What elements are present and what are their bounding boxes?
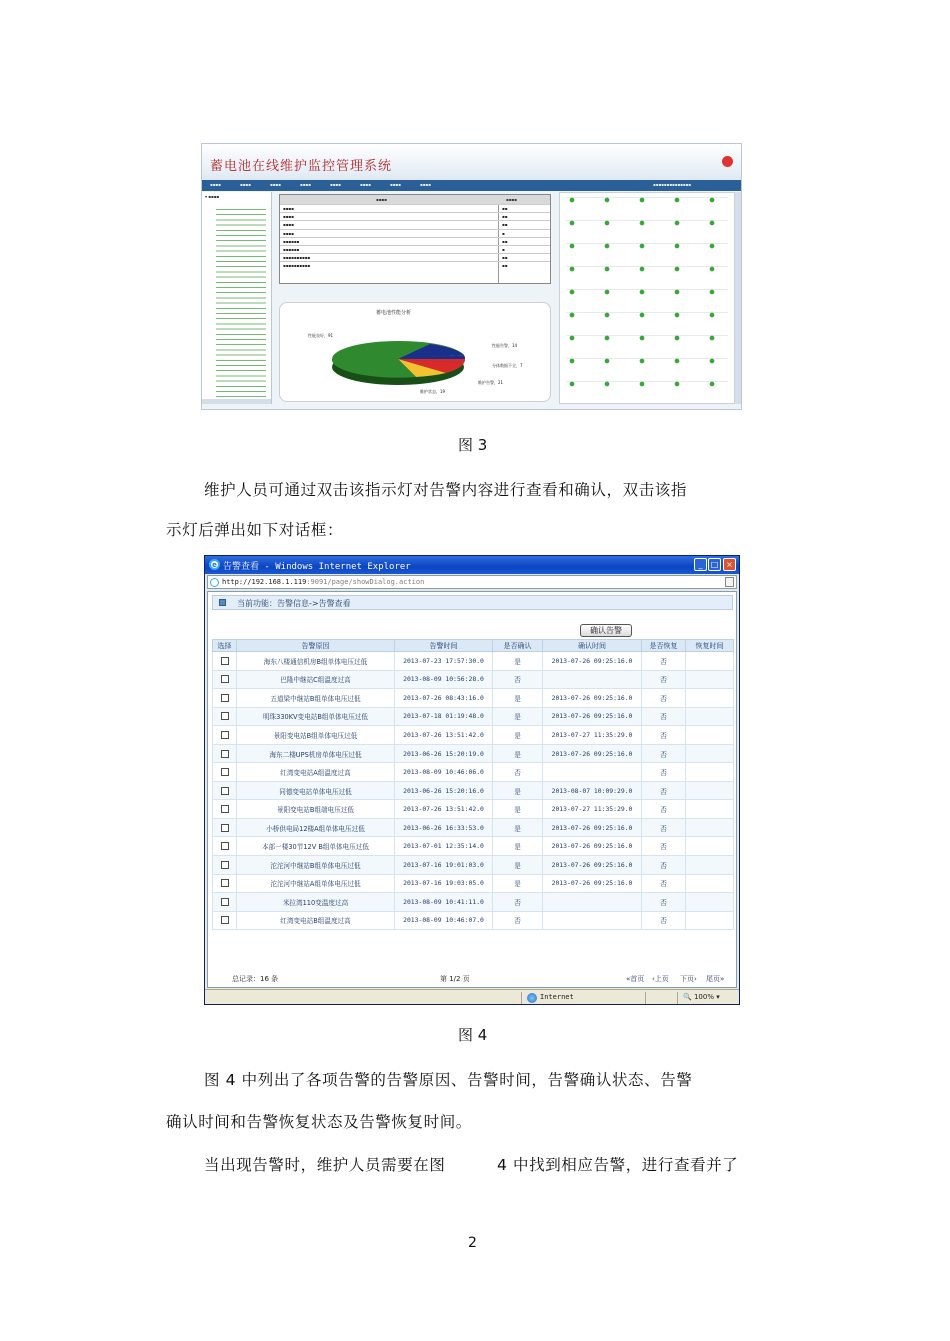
pie-label: 性能良好，91	[308, 333, 334, 338]
row-checkbox[interactable]	[221, 750, 229, 758]
row-select-cell	[213, 781, 237, 800]
alarm-time: 2013-08-09 10:56:28.0	[395, 670, 493, 689]
zoom-level[interactable]: 🔍 100% ▾	[683, 993, 720, 1001]
table-row	[213, 652, 734, 671]
alarm-reason: 海东八楼通信机房B组单体电压过低	[237, 652, 395, 671]
recover-time	[686, 800, 734, 819]
table-row: ▪▪▪▪▪▪ ▪	[280, 245, 550, 253]
alarm-time: 2013-08-09 10:46:06.0	[395, 763, 493, 782]
menu-item: ▪▪▪▪	[240, 182, 251, 187]
dialog-content	[207, 591, 737, 988]
maximize-icon[interactable]: □	[708, 558, 721, 571]
alarm-reason: 红湾变电站A组温度过高	[237, 763, 395, 782]
figure-4-caption: 图 4	[458, 1026, 488, 1044]
row-select-cell	[213, 670, 237, 689]
recover-time	[686, 781, 734, 800]
row-select-cell	[213, 744, 237, 763]
column-header-select: 选择	[213, 640, 237, 652]
figure-3-caption: 图 3	[458, 436, 488, 454]
column-header-recover-time: 恢复时间	[686, 640, 734, 652]
row-select-cell	[213, 818, 237, 837]
alarm-reason: 本部一楼30节12V B组单体电压过低	[237, 837, 395, 856]
confirmed-status: 是	[493, 726, 543, 745]
row-checkbox[interactable]	[221, 916, 229, 924]
alarm-reason: 沱沱河中继站A组单体电压过低	[237, 874, 395, 893]
recover-time	[686, 893, 734, 912]
column-header-reason: 告警原因	[237, 640, 395, 652]
recovered-status: 否	[642, 856, 686, 875]
row-checkbox[interactable]	[221, 787, 229, 795]
alarm-time: 2013-07-26 13:51:42.0	[395, 726, 493, 745]
table-row	[213, 726, 734, 745]
row-checkbox[interactable]	[221, 861, 229, 869]
confirm-time: 2013-07-26 09:25:16.0	[543, 818, 642, 837]
alarm-reason: 景阳变电站B组单体电压过低	[237, 726, 395, 745]
recover-time	[686, 744, 734, 763]
alarm-time: 2013-06-26 15:20:19.0	[395, 744, 493, 763]
confirm-time: 2013-07-26 09:25:16.0	[543, 837, 642, 856]
alarm-table-header	[213, 640, 734, 652]
paragraph-2-line-2: 确认时间和告警恢复状态及告警恢复时间。	[166, 1113, 472, 1131]
recover-time	[686, 911, 734, 930]
recovered-status: 否	[642, 652, 686, 671]
alarm-time: 2013-07-18 01:19:48.0	[395, 707, 493, 726]
row-select-cell	[213, 856, 237, 875]
table-row	[213, 744, 734, 763]
recover-time	[686, 707, 734, 726]
table-row: ▪▪▪▪▪▪▪▪▪▪ ▪▪	[280, 261, 550, 269]
table-row	[213, 893, 734, 912]
row-select-cell	[213, 763, 237, 782]
confirmed-status: 是	[493, 744, 543, 763]
confirmed-status: 否	[493, 670, 543, 689]
window-title: 告警查看 - Windows Internet Explorer	[223, 562, 411, 572]
pie-chart	[280, 303, 552, 403]
next-page-link[interactable]: 下页›	[680, 975, 697, 983]
recovered-status: 否	[642, 763, 686, 782]
recovered-status: 否	[642, 781, 686, 800]
tree-items	[216, 206, 266, 402]
first-page-link[interactable]: «首页	[626, 975, 645, 983]
alarm-reason: 景阳变电站B组端电压过低	[237, 800, 395, 819]
alarm-time: 2013-07-23 17:57:30.0	[395, 652, 493, 671]
confirm-time: 2013-07-26 09:25:16.0	[543, 744, 642, 763]
recovered-status: 否	[642, 744, 686, 763]
paragraph-1-line-2: 示灯后弹出如下对话框：	[166, 521, 344, 539]
table-row	[213, 781, 734, 800]
recover-time	[686, 670, 734, 689]
table-row	[213, 763, 734, 782]
confirmed-status: 否	[493, 911, 543, 930]
alarm-reason: 小桥供电局12楼A组单体电压过低	[237, 818, 395, 837]
confirm-time: 2013-07-26 09:25:16.0	[543, 652, 642, 671]
alarm-time: 2013-07-16 19:01:03.0	[395, 856, 493, 875]
row-checkbox[interactable]	[221, 805, 229, 813]
menu-item: ▪▪▪▪	[420, 182, 431, 187]
indicator-lights	[566, 197, 728, 399]
row-checkbox[interactable]	[221, 824, 229, 832]
table-row	[213, 856, 734, 875]
recovered-status: 否	[642, 818, 686, 837]
row-checkbox[interactable]	[221, 879, 229, 887]
confirm-time: 2013-07-26 09:25:16.0	[543, 874, 642, 893]
statistics-table	[279, 194, 551, 284]
row-select-cell	[213, 707, 237, 726]
recovered-status: 否	[642, 837, 686, 856]
menu-item: ▪▪▪▪	[330, 182, 341, 187]
menu-item: ▪▪▪▪	[390, 182, 401, 187]
pie-title: 蓄电池性能分析	[376, 310, 412, 316]
statistics-table-header: ▪▪▪▪ ▪▪▪▪	[280, 195, 550, 204]
last-page-link[interactable]: 尾页»	[706, 975, 725, 983]
table-row	[213, 911, 734, 930]
indicator-light-grid	[559, 192, 735, 404]
confirm-time: 2013-07-27 11:35:29.0	[543, 726, 642, 745]
menu-item: ▪▪▪▪	[270, 182, 281, 187]
row-checkbox[interactable]	[221, 675, 229, 683]
pie-label: 性能告警，14	[492, 343, 518, 348]
app-menubar	[202, 180, 741, 191]
alarm-time: 2013-07-26 13:51:42.0	[395, 800, 493, 819]
recovered-status: 否	[642, 874, 686, 893]
recovered-status: 否	[642, 707, 686, 726]
confirmed-status: 是	[493, 707, 543, 726]
alarm-time: 2013-06-26 15:20:16.0	[395, 781, 493, 800]
paragraph-3-part-2: 4 中找到相应告警，进行查看并了	[497, 1156, 739, 1174]
column-header-time: 告警时间	[395, 640, 493, 652]
table-row	[213, 874, 734, 893]
row-select-cell	[213, 911, 237, 930]
alarm-reason: 红湾变电站B组温度过高	[237, 911, 395, 930]
alarm-table	[212, 639, 734, 930]
page-number: 2	[468, 1235, 477, 1251]
user-info: ▪▪▪▪▪▪▪▪▪▪▪▪▪▪	[653, 182, 691, 187]
alarm-reason: 米拉湾110变温度过高	[237, 893, 395, 912]
recovered-status: 否	[642, 689, 686, 708]
pie-label: 维护告警，21	[478, 380, 504, 385]
paragraph-3-part-1: 当出现告警时，维护人员需要在图	[204, 1156, 446, 1174]
confirmed-status: 否	[493, 893, 543, 912]
column-header-confirm-time: 确认时间	[543, 640, 642, 652]
minimize-icon[interactable]: _	[694, 558, 707, 571]
column-header-confirmed: 是否确认	[493, 640, 543, 652]
table-row	[213, 800, 734, 819]
recover-time	[686, 652, 734, 671]
recover-time	[686, 856, 734, 875]
paragraph-1-line-1: 维护人员可通过双击该指示灯对告警内容进行查看和确认，双击该指	[204, 481, 688, 499]
alarm-reason: 海东二楼UPS机房单体电压过低	[237, 744, 395, 763]
row-checkbox[interactable]	[221, 842, 229, 850]
menu-item: ▪▪▪▪	[210, 182, 221, 187]
alarm-time: 2013-07-01 12:35:14.0	[395, 837, 493, 856]
internet-zone-icon	[527, 993, 537, 1003]
prev-page-link[interactable]: ‹上页	[652, 975, 669, 983]
row-select-cell	[213, 689, 237, 708]
page-indicator: 第 1/2 页	[440, 975, 470, 983]
column-header-recovered: 是否恢复	[642, 640, 686, 652]
alarm-time: 2013-07-16 19:03:05.0	[395, 874, 493, 893]
row-checkbox[interactable]	[221, 768, 229, 776]
recovered-status: 否	[642, 800, 686, 819]
tree-scrollbar	[202, 399, 272, 404]
total-records: 总记录：16 条	[232, 975, 279, 983]
center-panel	[276, 192, 556, 404]
table-row: ▪▪▪▪▪▪ ▪▪	[280, 237, 550, 245]
recover-time	[686, 837, 734, 856]
recovered-status: 否	[642, 893, 686, 912]
confirmed-status: 是	[493, 856, 543, 875]
table-row: ▪▪▪▪ ▪	[280, 229, 550, 237]
recover-time	[686, 689, 734, 708]
row-select-cell	[213, 726, 237, 745]
row-select-cell	[213, 874, 237, 893]
confirm-alarm-button[interactable]: 确认告警	[580, 624, 632, 637]
confirmed-status: 是	[493, 818, 543, 837]
alarm-time: 2013-07-26 08:43:16.0	[395, 689, 493, 708]
confirmed-status: 是	[493, 837, 543, 856]
station-tree	[202, 192, 272, 404]
recover-time	[686, 874, 734, 893]
alarm-reason: 沱沱河中继站B组单体电压过低	[237, 856, 395, 875]
breadcrumb-icon	[219, 599, 226, 606]
alarm-reason: 五道梁中继站B组单体电压过低	[237, 689, 395, 708]
alarm-time: 2013-08-09 10:41:11.0	[395, 893, 493, 912]
confirmed-status: 否	[493, 763, 543, 782]
figure-4-dialog	[204, 555, 740, 1005]
table-row	[213, 837, 734, 856]
confirmed-status: 是	[493, 652, 543, 671]
alarm-reason: 同德变电站单体电压过低	[237, 781, 395, 800]
battery-performance-pie	[279, 302, 551, 402]
page-globe-icon	[210, 578, 219, 587]
alarm-time: 2013-06-26 16:33:53.0	[395, 818, 493, 837]
menu-item: ▪▪▪▪	[300, 182, 311, 187]
confirm-time: 2013-07-26 09:25:16.0	[543, 689, 642, 708]
row-select-cell	[213, 837, 237, 856]
recovered-status: 否	[642, 911, 686, 930]
table-row	[213, 707, 734, 726]
vertical-scrollbar	[735, 192, 741, 404]
table-row: ▪▪▪▪▪▪▪▪▪▪ ▪▪	[280, 253, 550, 261]
table-row	[213, 689, 734, 708]
recover-time	[686, 818, 734, 837]
confirm-time	[543, 893, 642, 912]
row-checkbox[interactable]	[221, 694, 229, 702]
recover-time	[686, 763, 734, 782]
alarm-reason: 巴隆中继站C组温度过高	[237, 670, 395, 689]
recovered-status: 否	[642, 726, 686, 745]
security-zone: Internet	[540, 993, 574, 1001]
recovered-status: 否	[642, 670, 686, 689]
address-bar[interactable]	[207, 575, 737, 589]
confirm-time	[543, 911, 642, 930]
table-row	[213, 670, 734, 689]
confirmed-status: 是	[493, 781, 543, 800]
alarm-reason: 明珠330KV变电站B组单体电压过低	[237, 707, 395, 726]
row-select-cell	[213, 893, 237, 912]
breadcrumb	[212, 595, 733, 610]
row-checkbox[interactable]	[221, 712, 229, 720]
pagination	[212, 972, 733, 986]
paragraph-2-line-1: 图 4 中列出了各项告警的告警原因、告警时间，告警确认状态、告警	[204, 1071, 693, 1089]
confirmed-status: 是	[493, 800, 543, 819]
confirm-time: 2013-07-27 11:35:29.0	[543, 800, 642, 819]
table-row: ▪▪▪▪ ▪▪	[280, 212, 550, 220]
compatibility-icon[interactable]	[725, 577, 734, 587]
window-titlebar	[205, 556, 739, 574]
row-select-cell	[213, 652, 237, 671]
confirmed-status: 是	[493, 689, 543, 708]
close-icon[interactable]: ×	[723, 558, 736, 571]
table-row: ▪▪▪▪ ▪▪	[280, 220, 550, 228]
tree-header: ▾ ▪▪▪▪	[205, 194, 220, 199]
url-text: http://192.168.1.119:9091/page/showDialog.action	[222, 578, 425, 586]
breadcrumb-text: 当前功能：告警信息->告警查看	[237, 599, 351, 608]
alarm-time: 2013-08-09 10:46:07.0	[395, 911, 493, 930]
table-row	[213, 818, 734, 837]
confirm-time	[543, 670, 642, 689]
figure-3-screenshot	[201, 143, 742, 410]
pie-label: 维护状态，19	[420, 389, 446, 394]
confirm-time: 2013-08-07 10:09:29.0	[543, 781, 642, 800]
app-title: 蓄电池在线维护监控管理系统	[210, 159, 393, 174]
ie-logo-icon: e	[209, 559, 220, 570]
row-select-cell	[213, 800, 237, 819]
recover-time	[686, 726, 734, 745]
table-row: ▪▪▪▪ ▪▪	[280, 204, 550, 212]
menu-item: ▪▪▪▪	[360, 182, 371, 187]
pie-label: 分体数据不全，7	[492, 363, 523, 368]
row-checkbox[interactable]	[221, 898, 229, 906]
status-bar	[205, 989, 739, 1005]
confirm-time: 2013-07-26 09:25:16.0	[543, 707, 642, 726]
confirm-time: 2013-07-26 09:25:16.0	[543, 856, 642, 875]
row-checkbox[interactable]	[221, 731, 229, 739]
confirmed-status: 是	[493, 874, 543, 893]
logo-icon	[722, 156, 733, 167]
confirm-time	[543, 763, 642, 782]
app-banner	[202, 144, 741, 180]
row-checkbox[interactable]	[221, 657, 229, 665]
